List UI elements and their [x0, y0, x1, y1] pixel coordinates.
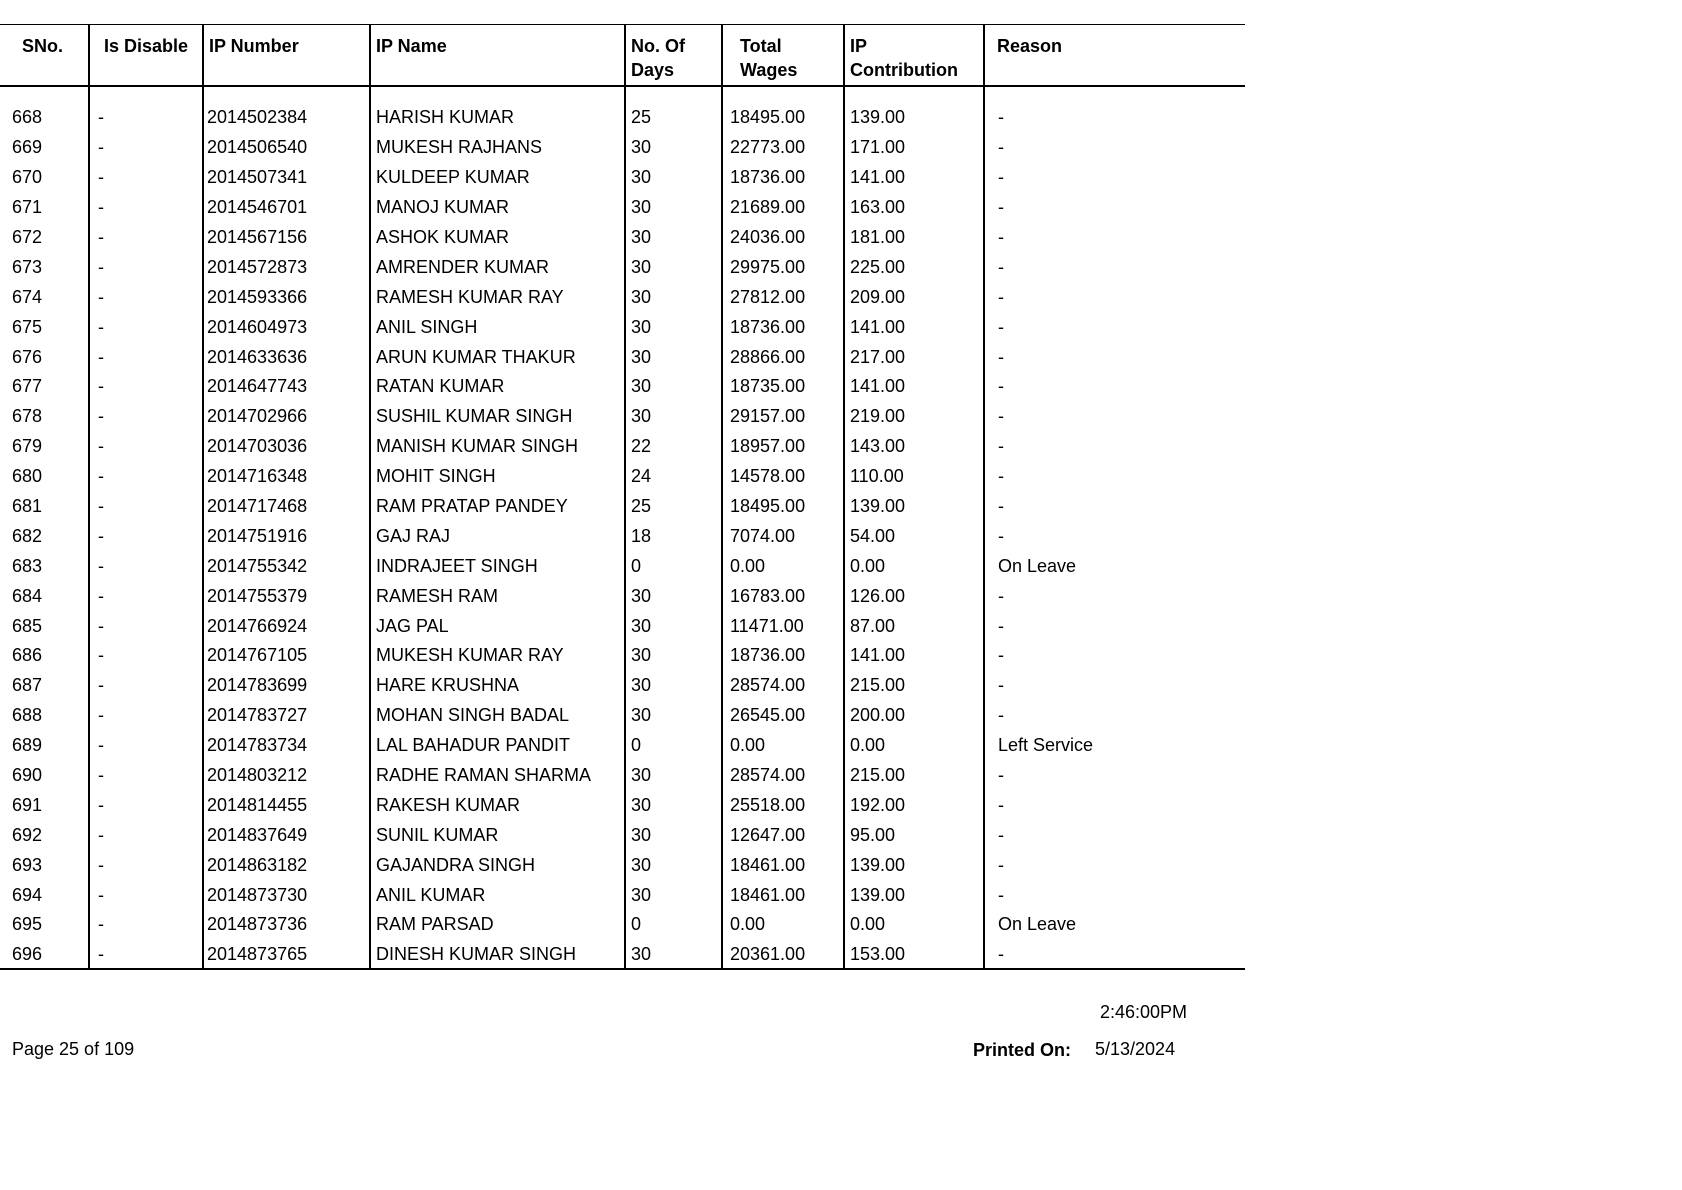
cell-ip-name: HARISH KUMAR: [370, 103, 625, 133]
cell-contribution: 141.00: [844, 312, 984, 342]
cell-days: 30: [625, 372, 722, 402]
cell-ip-number: 2014702966: [203, 401, 370, 431]
cell-reason: -: [984, 850, 1245, 880]
cell-days: 30: [625, 611, 722, 641]
cell-ip-number: 2014873730: [203, 880, 370, 910]
cell-reason: -: [984, 342, 1245, 372]
cell-sno: 691: [12, 794, 43, 815]
cell-contribution: 215.00: [844, 670, 984, 700]
cell-days: 30: [625, 252, 722, 282]
cell-ip-name: JAG PAL: [370, 611, 625, 641]
cell-days: 0: [625, 730, 722, 760]
cell-wages: 11471.00: [722, 611, 844, 641]
cell-reason: On Leave: [984, 551, 1245, 581]
cell-reason: -: [984, 700, 1245, 730]
cell-ip-number: 2014863182: [203, 850, 370, 880]
cell-contribution: 215.00: [844, 760, 984, 790]
cell-days: 30: [625, 401, 722, 431]
cell-ip-name: RAKESH KUMAR: [370, 790, 625, 820]
cell-sno: 671: [12, 197, 43, 218]
cell-ip-number: 2014717468: [203, 491, 370, 521]
cell-sno: 689: [12, 735, 43, 756]
cell-wages: 18495.00: [722, 491, 844, 521]
cell-sno: 695: [12, 914, 43, 935]
table-row: [0, 372, 1245, 402]
cell-is-disable: -: [89, 730, 203, 760]
cell-reason: -: [984, 162, 1245, 192]
cell-ip-name: RAM PRATAP PANDEY: [370, 491, 625, 521]
cell-reason: Left Service: [984, 730, 1245, 760]
header-reason: Reason: [984, 25, 1245, 86]
cell-ip-number: 2014783727: [203, 700, 370, 730]
cell-wages: 29157.00: [722, 401, 844, 431]
cell-reason: -: [984, 401, 1245, 431]
cell-reason: -: [984, 431, 1245, 461]
table-row: [0, 252, 1245, 282]
cell-sno: 688: [12, 705, 43, 726]
cell-days: 30: [625, 700, 722, 730]
cell-wages: 26545.00: [722, 700, 844, 730]
cell-sno: 696: [0, 939, 89, 969]
table-row: [0, 820, 1245, 850]
cell-reason: -: [984, 760, 1245, 790]
header-total-wages: Total Wages: [722, 25, 844, 86]
header-ip-name: IP Name: [370, 25, 625, 86]
cell-is-disable: -: [89, 820, 203, 850]
cell-sno: 670: [12, 167, 43, 188]
cell-ip-number: 2014803212: [203, 760, 370, 790]
cell-days: 25: [625, 491, 722, 521]
cell-ip-name: HARE KRUSHNA: [370, 670, 625, 700]
cell-wages: 0.00: [722, 910, 844, 940]
cell-days: 30: [625, 760, 722, 790]
cell-ip-name: SUNIL KUMAR: [370, 820, 625, 850]
cell-reason: -: [984, 132, 1245, 162]
cell-is-disable: -: [89, 431, 203, 461]
cell-ip-number: 2014873765: [203, 939, 370, 969]
cell-reason: -: [984, 939, 1245, 969]
cell-wages: 18461.00: [722, 850, 844, 880]
cell-wages: 27812.00: [722, 282, 844, 312]
cell-reason: On Leave: [984, 910, 1245, 940]
cell-reason: -: [984, 611, 1245, 641]
cell-days: 30: [625, 342, 722, 372]
cell-ip-name: MUKESH KUMAR RAY: [370, 641, 625, 671]
cell-days: 22: [625, 431, 722, 461]
cell-reason: -: [984, 103, 1245, 133]
cell-contribution: 126.00: [844, 581, 984, 611]
table-row: [0, 222, 1245, 252]
cell-reason: -: [984, 491, 1245, 521]
header-ip-number: IP Number: [203, 25, 370, 86]
cell-is-disable: -: [89, 222, 203, 252]
table-row: [0, 551, 1245, 581]
cell-ip-name: ANIL SINGH: [370, 312, 625, 342]
cell-days: 30: [625, 162, 722, 192]
cell-contribution: 0.00: [844, 910, 984, 940]
cell-ip-name: LAL BAHADUR PANDIT: [370, 730, 625, 760]
cell-contribution: 153.00: [844, 939, 984, 969]
cell-contribution: 192.00: [844, 790, 984, 820]
cell-ip-name: MUKESH RAJHANS: [370, 132, 625, 162]
cell-wages: 28574.00: [722, 670, 844, 700]
cell-wages: 18461.00: [722, 880, 844, 910]
table-row: [0, 700, 1245, 730]
cell-days: 30: [625, 312, 722, 342]
cell-is-disable: -: [89, 611, 203, 641]
cell-reason: -: [984, 670, 1245, 700]
cell-contribution: 139.00: [844, 850, 984, 880]
cell-wages: 12647.00: [722, 820, 844, 850]
cell-is-disable: -: [89, 670, 203, 700]
cell-ip-number: 2014647743: [203, 372, 370, 402]
cell-is-disable: -: [89, 162, 203, 192]
cell-wages: 14578.00: [722, 461, 844, 491]
cell-days: 30: [625, 581, 722, 611]
cell-ip-name: ASHOK KUMAR: [370, 222, 625, 252]
cell-ip-name: AMRENDER KUMAR: [370, 252, 625, 282]
cell-wages: 16783.00: [722, 581, 844, 611]
cell-ip-number: 2014751916: [203, 521, 370, 551]
table-row: [0, 162, 1245, 192]
cell-wages: 0.00: [722, 551, 844, 581]
cell-ip-number: 2014502384: [203, 103, 370, 133]
cell-wages: 0.00: [722, 730, 844, 760]
cell-wages: 28866.00: [722, 342, 844, 372]
cell-is-disable: -: [89, 790, 203, 820]
cell-ip-number: 2014783734: [203, 730, 370, 760]
header-is-disable: Is Disable: [89, 25, 203, 86]
table-row: [0, 192, 1245, 222]
cell-ip-number: 2014814455: [203, 790, 370, 820]
cell-ip-name: KULDEEP KUMAR: [370, 162, 625, 192]
table-row: [0, 521, 1245, 551]
cell-ip-number: 2014567156: [203, 222, 370, 252]
cell-ip-number: 2014703036: [203, 431, 370, 461]
cell-is-disable: -: [89, 551, 203, 581]
table-row: [0, 282, 1245, 312]
cell-reason: -: [984, 521, 1245, 551]
cell-ip-number: 2014767105: [203, 641, 370, 671]
cell-ip-number: 2014766924: [203, 611, 370, 641]
cell-ip-number: 2014593366: [203, 282, 370, 312]
cell-ip-name: GAJANDRA SINGH: [370, 850, 625, 880]
cell-reason: -: [984, 880, 1245, 910]
printed-time: 2:46:00PM: [1100, 1002, 1188, 1022]
cell-wages: 21689.00: [722, 192, 844, 222]
cell-contribution: 171.00: [844, 132, 984, 162]
table-row: [0, 641, 1245, 671]
cell-is-disable: -: [89, 850, 203, 880]
cell-days: 24: [625, 461, 722, 491]
cell-ip-number: 2014755342: [203, 551, 370, 581]
cell-is-disable: -: [89, 461, 203, 491]
cell-ip-name: MOHAN SINGH BADAL: [370, 700, 625, 730]
table-row: [0, 939, 1245, 969]
cell-wages: 22773.00: [722, 132, 844, 162]
cell-days: 0: [625, 551, 722, 581]
cell-ip-number: 2014546701: [203, 192, 370, 222]
cell-sno: 694: [12, 884, 43, 905]
cell-ip-name: RAMESH KUMAR RAY: [370, 282, 625, 312]
table-row: [0, 611, 1245, 641]
cell-ip-number: 2014507341: [203, 162, 370, 192]
cell-days: 30: [625, 282, 722, 312]
header-spacer-row: [0, 86, 1245, 103]
cell-wages: 24036.00: [722, 222, 844, 252]
table-row: [0, 491, 1245, 521]
cell-sno: 690: [12, 765, 43, 786]
table-body: [0, 86, 1245, 970]
cell-contribution: 200.00: [844, 700, 984, 730]
cell-is-disable: -: [89, 491, 203, 521]
cell-ip-number: 2014837649: [203, 820, 370, 850]
cell-days: 30: [625, 880, 722, 910]
cell-reason: -: [984, 581, 1245, 611]
cell-ip-name: ARUN KUMAR THAKUR: [370, 342, 625, 372]
cell-days: 18: [625, 521, 722, 551]
header-sno: SNo.: [0, 25, 89, 86]
cell-sno: 674: [12, 286, 43, 307]
table-row: [0, 760, 1245, 790]
header-no-of-days: No. Of Days: [625, 25, 722, 86]
cell-contribution: 209.00: [844, 282, 984, 312]
printed-on-label: Printed On:: [973, 1040, 1071, 1060]
cell-ip-number: 2014873736: [203, 910, 370, 940]
cell-contribution: 139.00: [844, 880, 984, 910]
cell-is-disable: -: [89, 282, 203, 312]
cell-is-disable: -: [89, 192, 203, 222]
table-row: [0, 461, 1245, 491]
table-row: [0, 581, 1245, 611]
cell-days: 30: [625, 192, 722, 222]
cell-wages: 18736.00: [722, 312, 844, 342]
cell-ip-number: 2014604973: [203, 312, 370, 342]
cell-contribution: 139.00: [844, 491, 984, 521]
cell-is-disable: -: [89, 939, 203, 969]
cell-ip-name: RAMESH RAM: [370, 581, 625, 611]
cell-is-disable: -: [89, 880, 203, 910]
cell-sno: 681: [12, 496, 43, 517]
cell-sno: 669: [12, 137, 43, 158]
cell-reason: -: [984, 192, 1245, 222]
cell-contribution: 54.00: [844, 521, 984, 551]
cell-is-disable: -: [89, 521, 203, 551]
cell-reason: -: [984, 222, 1245, 252]
cell-contribution: 219.00: [844, 401, 984, 431]
cell-wages: 20361.00: [722, 939, 844, 969]
table-header: [0, 25, 1245, 86]
cell-ip-name: RAM PARSAD: [370, 910, 625, 940]
table-row: [0, 730, 1245, 760]
cell-days: 30: [625, 641, 722, 671]
cell-contribution: 163.00: [844, 192, 984, 222]
cell-wages: 28574.00: [722, 760, 844, 790]
cell-contribution: 139.00: [844, 103, 984, 133]
cell-contribution: 141.00: [844, 162, 984, 192]
cell-ip-name: GAJ RAJ: [370, 521, 625, 551]
cell-ip-number: 2014716348: [203, 461, 370, 491]
table-row: [0, 880, 1245, 910]
contribution-table: [0, 24, 1245, 970]
cell-sno: 680: [12, 466, 43, 487]
table-row: [0, 312, 1245, 342]
cell-reason: -: [984, 790, 1245, 820]
cell-days: 30: [625, 820, 722, 850]
cell-is-disable: -: [89, 641, 203, 671]
cell-ip-name: DINESH KUMAR SINGH: [370, 939, 625, 969]
cell-wages: 7074.00: [722, 521, 844, 551]
table-row: [0, 670, 1245, 700]
cell-sno: 693: [12, 854, 43, 875]
cell-ip-name: RATAN KUMAR: [370, 372, 625, 402]
cell-sno: 673: [12, 256, 43, 277]
cell-is-disable: -: [89, 252, 203, 282]
table-row: [0, 401, 1245, 431]
cell-ip-name: MOHIT SINGH: [370, 461, 625, 491]
cell-is-disable: -: [89, 372, 203, 402]
cell-reason: -: [984, 820, 1245, 850]
cell-sno: 685: [12, 615, 43, 636]
cell-sno: 686: [12, 645, 43, 666]
cell-sno: 682: [12, 525, 43, 546]
table-row: [0, 103, 1245, 133]
table-row: [0, 431, 1245, 461]
cell-ip-number: 2014755379: [203, 581, 370, 611]
cell-ip-name: MANISH KUMAR SINGH: [370, 431, 625, 461]
cell-sno: 684: [12, 585, 43, 606]
cell-sno: 678: [12, 406, 43, 427]
cell-contribution: 141.00: [844, 372, 984, 402]
cell-reason: -: [984, 312, 1245, 342]
cell-wages: 18957.00: [722, 431, 844, 461]
cell-days: 30: [625, 939, 722, 969]
cell-ip-name: SUSHIL KUMAR SINGH: [370, 401, 625, 431]
cell-is-disable: -: [89, 700, 203, 730]
cell-ip-number: 2014783699: [203, 670, 370, 700]
cell-contribution: 87.00: [844, 611, 984, 641]
cell-wages: 29975.00: [722, 252, 844, 282]
cell-sno: 672: [12, 227, 43, 247]
cell-ip-name: INDRAJEET SINGH: [370, 551, 625, 581]
cell-contribution: 225.00: [844, 252, 984, 282]
cell-days: 25: [625, 103, 722, 133]
cell-ip-name: ANIL KUMAR: [370, 880, 625, 910]
cell-is-disable: -: [89, 132, 203, 162]
cell-contribution: 181.00: [844, 222, 984, 252]
cell-contribution: 0.00: [844, 730, 984, 760]
cell-sno: 692: [12, 824, 43, 845]
cell-wages: 18736.00: [722, 162, 844, 192]
cell-is-disable: -: [89, 342, 203, 372]
cell-reason: -: [984, 372, 1245, 402]
table-row: [0, 910, 1245, 940]
table-row: [0, 342, 1245, 372]
cell-contribution: 95.00: [844, 820, 984, 850]
cell-sno: 668: [12, 107, 43, 128]
cell-ip-number: 2014572873: [203, 252, 370, 282]
page-number: Page 25 of 109: [12, 1039, 135, 1059]
cell-days: 0: [625, 910, 722, 940]
cell-is-disable: -: [89, 401, 203, 431]
cell-ip-number: 2014633636: [203, 342, 370, 372]
cell-is-disable: -: [89, 910, 203, 940]
table-row: [0, 132, 1245, 162]
cell-is-disable: -: [89, 312, 203, 342]
header-row: [0, 25, 1245, 86]
cell-wages: 25518.00: [722, 790, 844, 820]
table-row: [0, 790, 1245, 820]
cell-contribution: 110.00: [844, 461, 984, 491]
cell-reason: -: [984, 641, 1245, 671]
cell-is-disable: -: [89, 581, 203, 611]
cell-sno: 677: [12, 376, 43, 397]
cell-sno: 679: [12, 436, 43, 457]
cell-ip-name: MANOJ KUMAR: [370, 192, 625, 222]
cell-sno: 676: [12, 346, 43, 367]
cell-days: 30: [625, 790, 722, 820]
cell-days: 30: [625, 222, 722, 252]
cell-wages: 18736.00: [722, 641, 844, 671]
cell-ip-name: RADHE RAMAN SHARMA: [370, 760, 625, 790]
cell-wages: 18495.00: [722, 103, 844, 133]
printed-date: 5/13/2024: [1095, 1039, 1176, 1059]
cell-is-disable: -: [89, 760, 203, 790]
cell-ip-number: 2014506540: [203, 132, 370, 162]
header-ip-contribution: IP Contribution: [844, 25, 984, 86]
cell-sno: 675: [12, 316, 43, 337]
cell-days: 30: [625, 670, 722, 700]
cell-contribution: 143.00: [844, 431, 984, 461]
cell-reason: -: [984, 282, 1245, 312]
cell-wages: 18735.00: [722, 372, 844, 402]
cell-is-disable: -: [89, 103, 203, 133]
cell-sno: 683: [12, 555, 43, 576]
cell-sno: 687: [12, 675, 43, 696]
cell-contribution: 141.00: [844, 641, 984, 671]
cell-contribution: 217.00: [844, 342, 984, 372]
cell-days: 30: [625, 132, 722, 162]
cell-reason: -: [984, 461, 1245, 491]
cell-days: 30: [625, 850, 722, 880]
cell-contribution: 0.00: [844, 551, 984, 581]
table-row: [0, 850, 1245, 880]
cell-reason: -: [984, 252, 1245, 282]
